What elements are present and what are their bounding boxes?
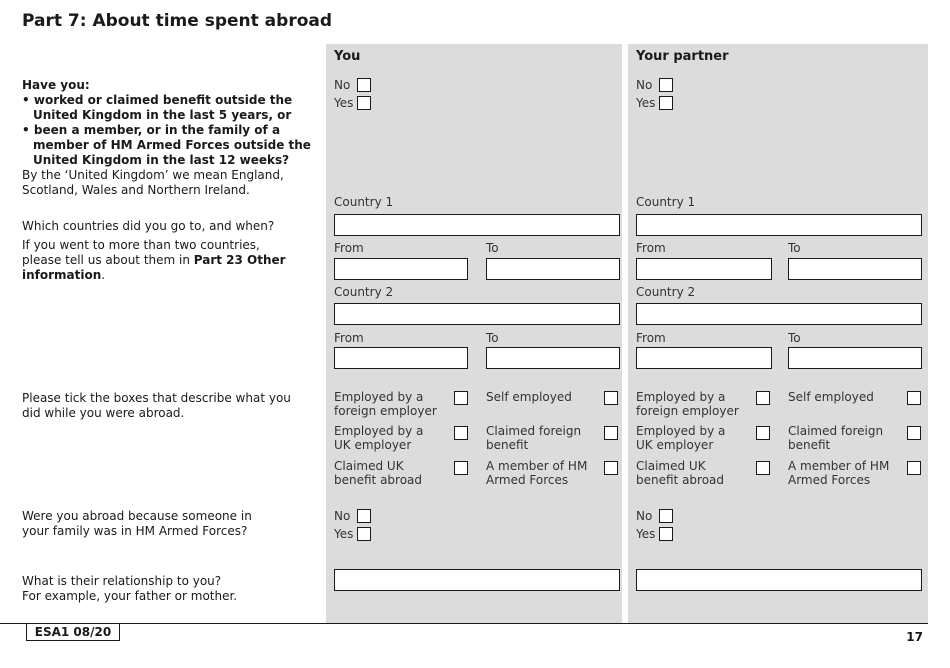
you-no-label: No [334,78,351,92]
you-employed-uk-checkbox[interactable] [454,426,468,440]
partner-employed-uk-label: Employed by a UK employer [636,424,726,452]
you-employed-foreign-checkbox[interactable] [454,391,468,405]
partner-employed-foreign-checkbox[interactable] [756,391,770,405]
you-relationship-input[interactable] [334,569,620,591]
you-forces-no-label: No [334,509,351,523]
you-employed-foreign-label: Employed by a foreign employer [334,390,437,418]
question-bullet: • worked or claimed benefit outside the United Kingdom in the last 5 years, or [22,93,293,122]
partner-column [628,44,928,623]
you-claimed-foreign-label: Claimed foreign benefit [486,424,582,452]
you-to1-label: To [486,241,499,255]
you-forces-no-checkbox[interactable] [357,509,371,523]
partner-country1-label: Country 1 [636,195,696,209]
question-bullet: • been a member, or in the family of a member of HM Armed Forces outside the United Kingdom in the last 12 weeks? [22,123,311,167]
question-armed-forces: Were you abroad because someone in your family was in HM Armed Forces? [22,509,252,538]
you-claimed-uk-checkbox[interactable] [454,461,468,475]
partner-forces-yes-checkbox[interactable] [659,527,673,541]
partner-no-label: No [636,78,653,92]
you-from2-label: From [334,331,364,345]
partner-forces-no-label: No [636,509,653,523]
you-forces-yes-checkbox[interactable] [357,527,371,541]
partner-country2-label: Country 2 [636,285,696,299]
partner-armed-forces-checkbox[interactable] [907,461,921,475]
footer-divider [0,623,928,624]
partner-armed-forces-label: A member of HM Armed Forces [788,459,890,487]
partner-from2-input[interactable] [636,347,772,369]
partner-claimed-uk-label: Claimed UK benefit abroad [636,459,725,487]
partner-self-employed-checkbox[interactable] [907,391,921,405]
partner-to1-label: To [788,241,801,255]
partner-country1-input[interactable] [636,214,922,236]
you-to1-input[interactable] [486,258,620,280]
partner-claimed-uk-checkbox[interactable] [756,461,770,475]
form-id: ESA1 08/20 [26,624,120,641]
you-claimed-foreign-checkbox[interactable] [604,426,618,440]
you-column-heading: You [334,49,361,64]
you-country2-input[interactable] [334,303,620,325]
partner-from2-label: From [636,331,666,345]
you-country1-input[interactable] [334,214,620,236]
question-countries: Which countries did you go to, and when? [22,219,275,233]
you-forces-yes-label: Yes [334,527,354,541]
partner-from1-label: From [636,241,666,255]
you-from2-input[interactable] [334,347,468,369]
partner-country2-input[interactable] [636,303,922,325]
partner-employed-uk-checkbox[interactable] [756,426,770,440]
question-worked-abroad [22,78,320,198]
partner-self-employed-label: Self employed [788,390,874,404]
partner-from1-input[interactable] [636,258,772,280]
partner-column-heading: Your partner [636,49,729,64]
you-employed-uk-label: Employed by a UK employer [334,424,424,452]
you-no-checkbox[interactable] [357,78,371,92]
you-armed-forces-checkbox[interactable] [604,461,618,475]
partner-claimed-foreign-checkbox[interactable] [907,426,921,440]
question-lead: Have you: [22,78,90,92]
question-activities: Please tick the boxes that describe what you did while you were abroad. [22,391,291,420]
you-country1-label: Country 1 [334,195,394,209]
partner-claimed-foreign-label: Claimed foreign benefit [788,424,884,452]
partner-yes-label: Yes [636,96,656,110]
you-self-employed-checkbox[interactable] [604,391,618,405]
question-note: By the ‘United Kingdom’ we mean England, Scotland, Wales and Northern Ireland. [22,168,284,197]
you-to2-label: To [486,331,499,345]
question-relationship: What is their relationship to you? For example, your father or mother. [22,574,238,603]
you-to2-input[interactable] [486,347,620,369]
partner-relationship-input[interactable] [636,569,922,591]
you-from1-label: From [334,241,364,255]
partner-yes-checkbox[interactable] [659,96,673,110]
partner-no-checkbox[interactable] [659,78,673,92]
partner-to1-input[interactable] [788,258,922,280]
partner-to2-label: To [788,331,801,345]
you-yes-label: Yes [334,96,354,110]
question-countries-note: If you went to more than two countries, please tell us about them in Part 23 Other information. [22,238,286,282]
partner-forces-no-checkbox[interactable] [659,509,673,523]
partner-to2-input[interactable] [788,347,922,369]
you-self-employed-label: Self employed [486,390,572,404]
you-claimed-uk-label: Claimed UK benefit abroad [334,459,423,487]
part-23-reference: Part 23 Other information [22,253,286,282]
you-armed-forces-label: A member of HM Armed Forces [486,459,588,487]
page-title: Part 7: About time spent abroad [22,11,333,31]
you-from1-input[interactable] [334,258,468,280]
page-number: 17 [906,630,923,644]
you-yes-checkbox[interactable] [357,96,371,110]
partner-employed-foreign-label: Employed by a foreign employer [636,390,739,418]
partner-forces-yes-label: Yes [636,527,656,541]
you-country2-label: Country 2 [334,285,394,299]
